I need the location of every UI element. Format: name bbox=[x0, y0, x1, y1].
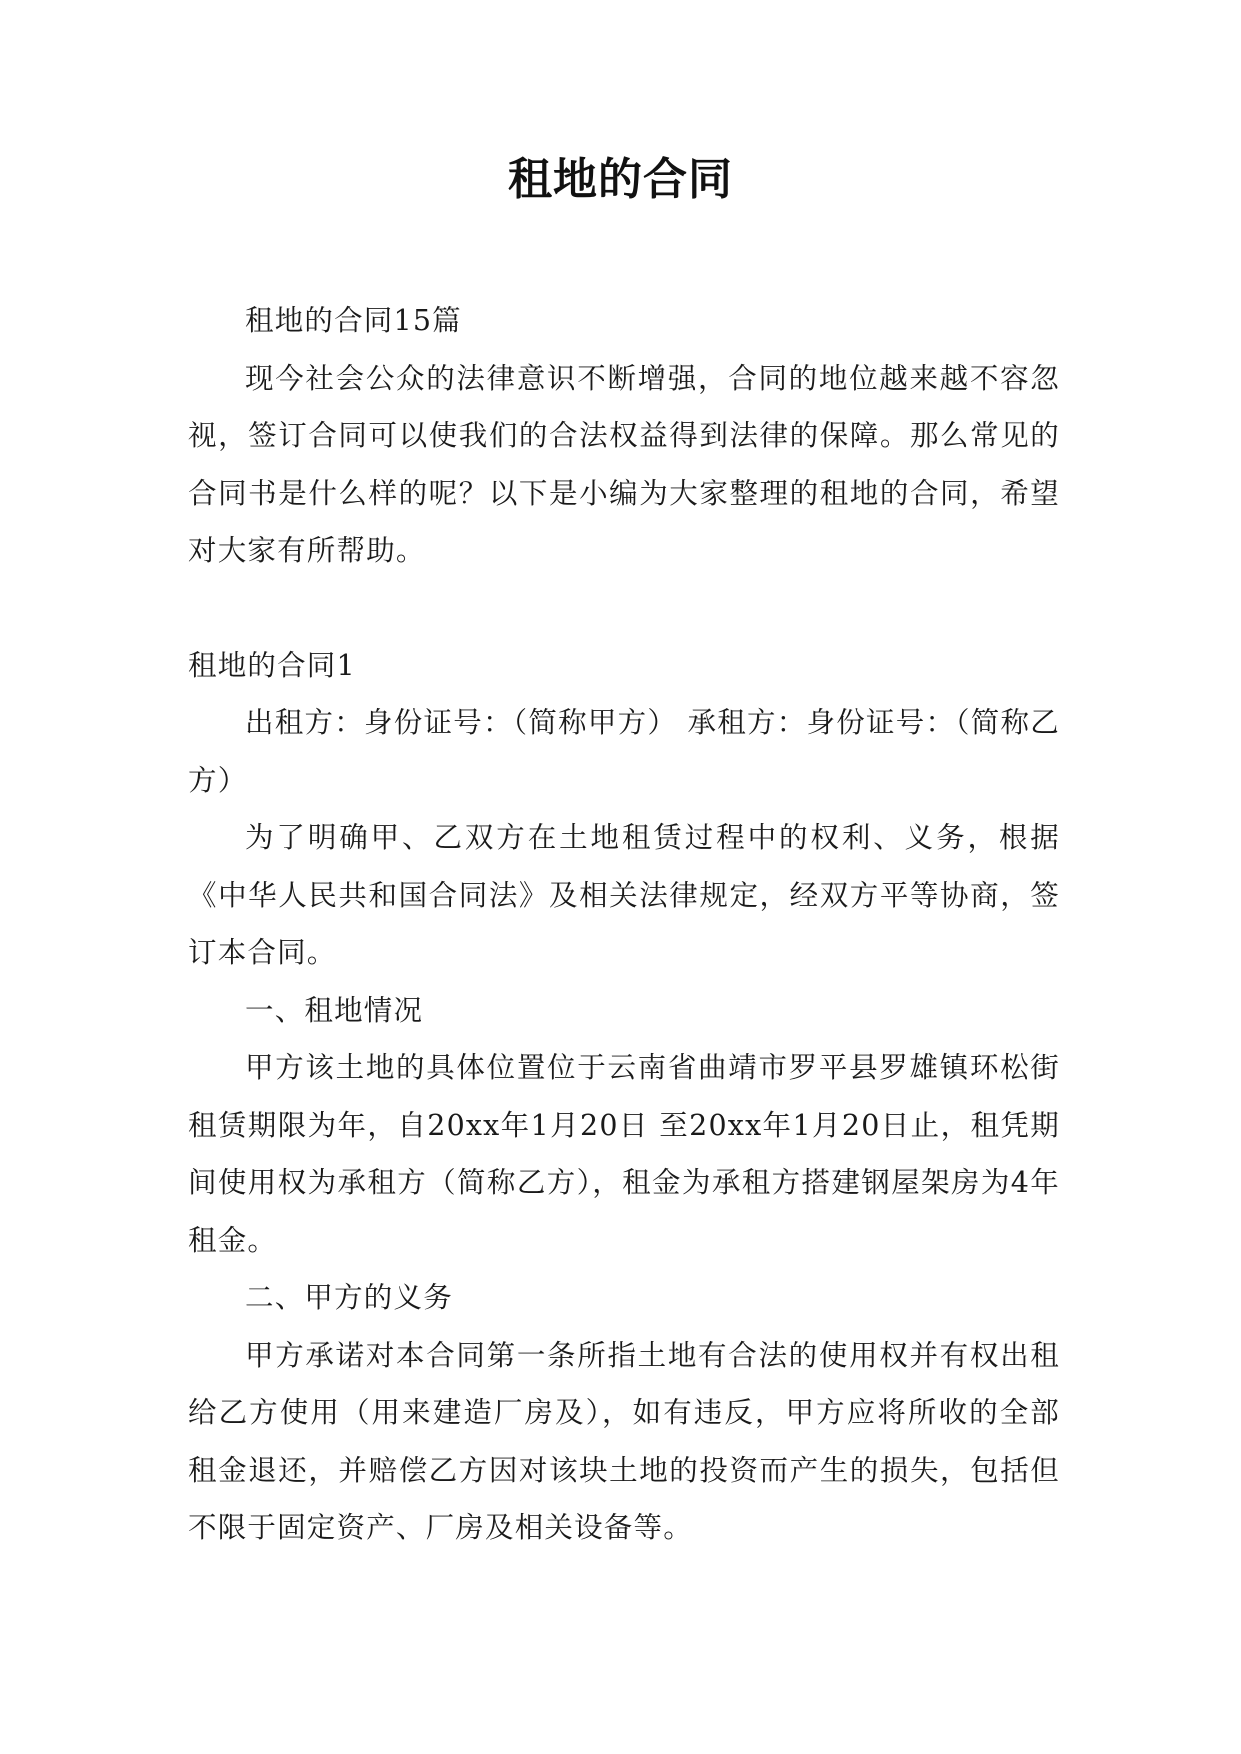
clause2-heading: 二、甲方的义务 bbox=[245, 1281, 453, 1314]
clause1-paragraph: 甲方该土地的具体位置位于云南省曲靖市罗平县罗雄镇环松街租赁期限为年，自20xx年1月20日 至20xx年1月20日止，租凭期间使用权为承租方（简称乙方），租金为承租方搭建钢屋架房为4年租金。 bbox=[188, 1051, 1060, 1257]
paragraph-gap bbox=[188, 580, 1060, 637]
clause2-paragraph: 甲方承诺对本合同第一条所指土地有合法的使用权并有权出租给乙方使用（用来建造厂房及），如有违反，甲方应将所收的全部租金退还，并赔偿乙方因对该块土地的投资而产生的损失，包括但不限于固定资产、厂房及相关设备等。 bbox=[188, 1338, 1060, 1544]
parties-paragraph: 出租方：身份证号：（简称甲方） 承租方：身份证号：（简称乙方） bbox=[188, 706, 1060, 797]
intro-paragraph: 现今社会公众的法律意识不断增强，合同的地位越来越不容忽视，签订合同可以使我们的合法权益得到法律的保障。那么常见的合同书是什么样的呢？以下是小编为大家整理的租地的合同，希望对大家有所帮助。 bbox=[188, 361, 1060, 567]
clause1-heading: 一、租地情况 bbox=[245, 993, 424, 1027]
document-body bbox=[188, 292, 1060, 1557]
section-heading: 租地的合同1 bbox=[188, 648, 356, 682]
document-subtitle: 租地的合同15篇 bbox=[245, 304, 462, 337]
purpose-paragraph: 为了明确甲、乙双方在土地租赁过程中的权利、义务，根据《中华人民共和国合同法》及相关法律规定，经双方平等协商，签订本合同。 bbox=[188, 821, 1060, 969]
document-title: 租地的合同 bbox=[508, 154, 733, 205]
